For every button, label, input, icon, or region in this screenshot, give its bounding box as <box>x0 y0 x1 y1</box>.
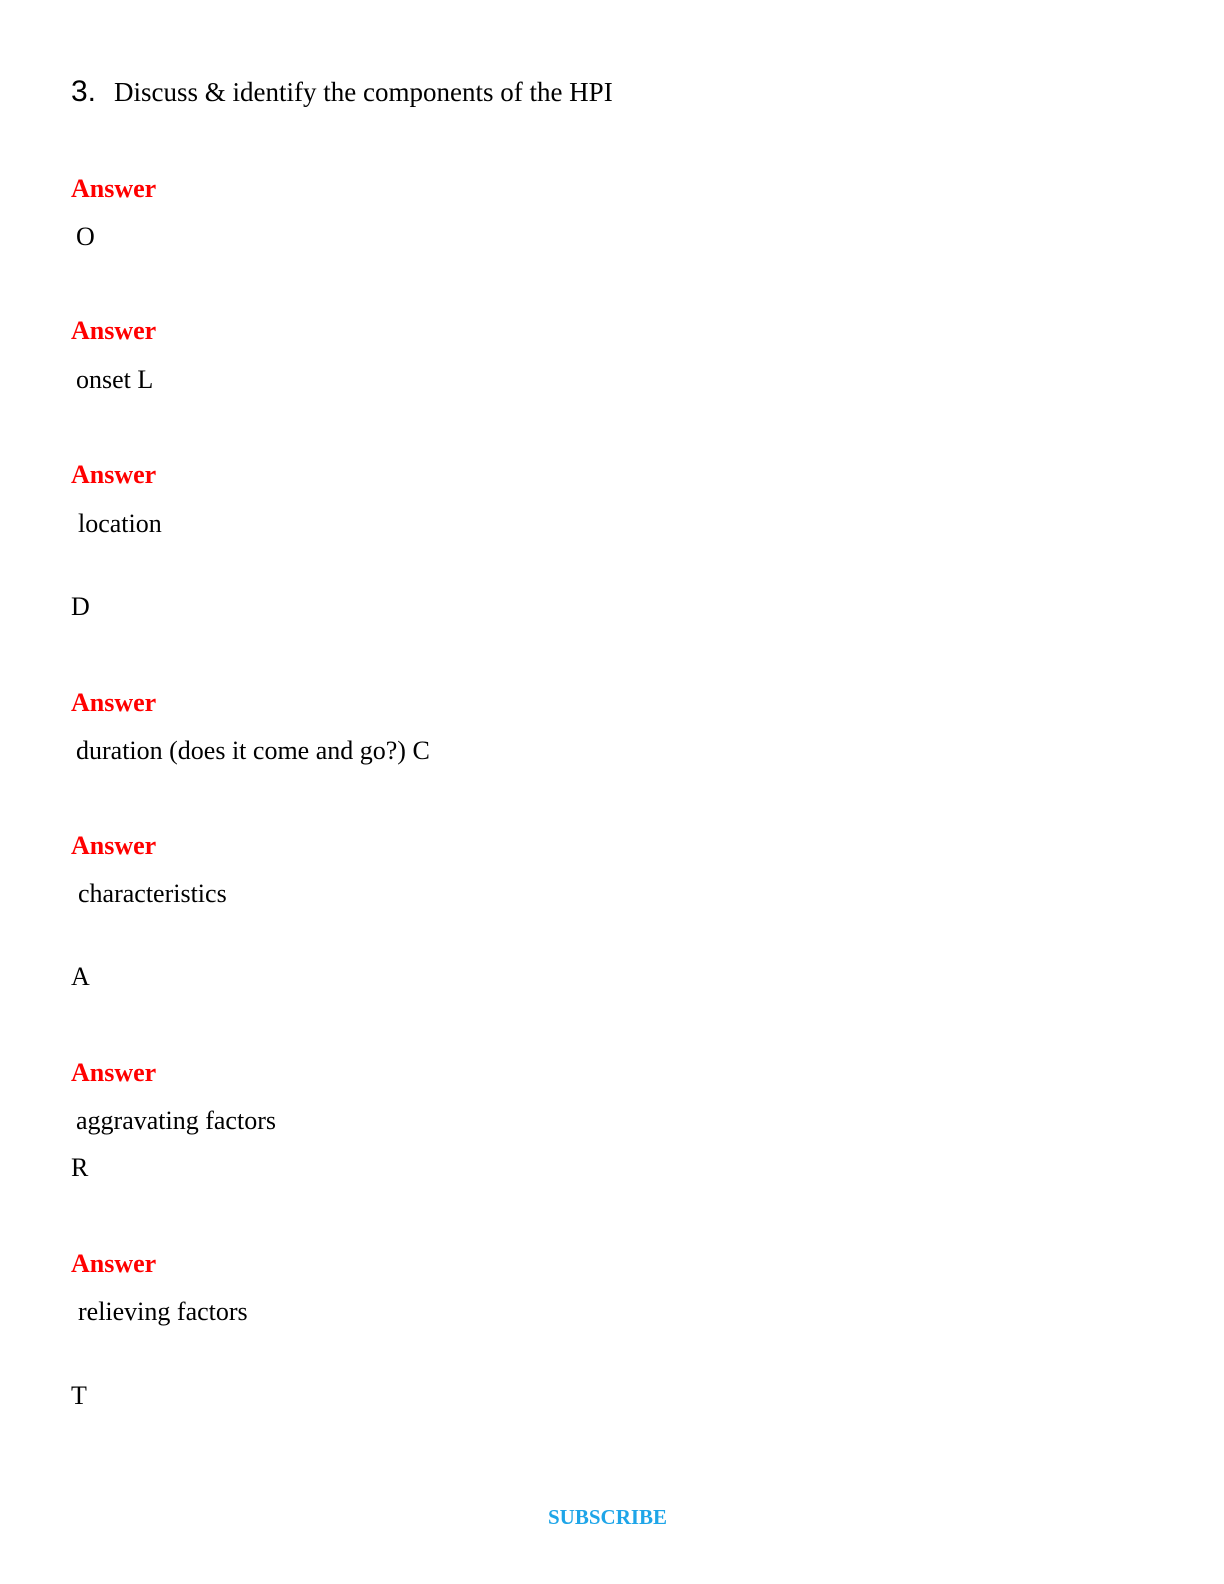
answer-label: Answer <box>71 831 157 860</box>
answer-text-location: location <box>78 509 162 538</box>
answer-text-characteristics: characteristics <box>78 879 227 908</box>
answer-text-o: O <box>76 222 95 251</box>
subscribe-link[interactable]: SUBSCRIBE <box>548 1505 668 1529</box>
mnemonic-letter-r: R <box>71 1153 89 1182</box>
question-number: 3. <box>71 75 97 108</box>
answer-text-onset: onset L <box>76 365 154 394</box>
question-text: Discuss & identify the components of the HPI <box>114 77 613 107</box>
answer-label: Answer <box>71 688 157 717</box>
answer-text-duration: duration (does it come and go?) C <box>76 736 430 765</box>
answer-label: Answer <box>71 460 157 489</box>
answer-label: Answer <box>71 174 157 203</box>
answer-label: Answer <box>71 1249 157 1278</box>
answer-label: Answer <box>71 316 157 345</box>
mnemonic-letter-d: D <box>71 592 90 621</box>
answer-text-aggravating: aggravating factors <box>76 1106 276 1135</box>
mnemonic-letter-a: A <box>71 962 90 991</box>
answer-label: Answer <box>71 1058 157 1087</box>
answer-text-relieving: relieving factors <box>78 1297 248 1326</box>
mnemonic-letter-t: T <box>71 1381 87 1410</box>
